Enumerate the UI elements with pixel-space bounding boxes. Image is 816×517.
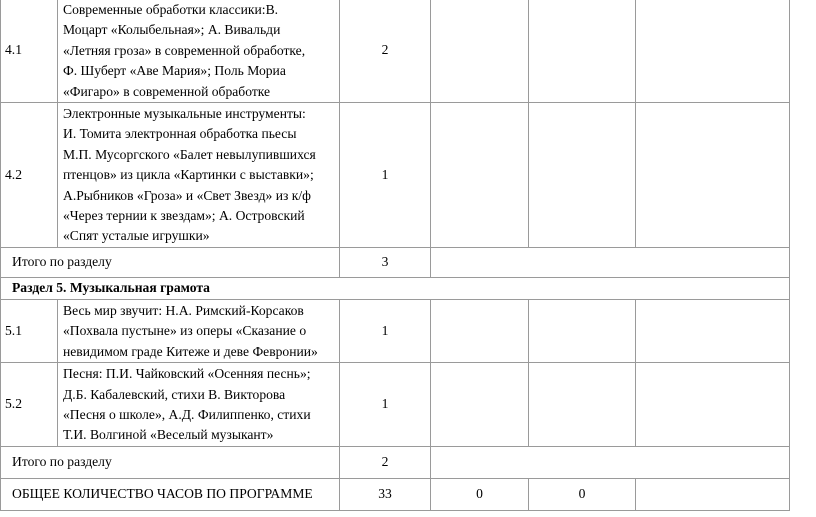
empty-cell [431,363,529,447]
topic-cell [58,363,340,447]
empty-cell [636,299,790,362]
topic-line: Д.Б. Кабалевский, стихи В. Викторова [63,386,286,402]
topic-line: «Песня о школе», А.Д. Филиппенко, стихи [63,406,311,422]
table-row-4-1 [1,0,790,103]
topic-line: Электронные музыкальные инструменты: [63,106,306,122]
topic-line: «Летняя гроза» в современной обработке, [63,42,306,58]
grand-total-hours: 33 [340,478,431,510]
table-row-5-2 [1,363,790,447]
practical-works-hours: 0 [529,478,636,510]
hours-cell: 2 [340,0,431,103]
topic-line: Ф. Шуберт «Аве Мария»; Поль Мориа [63,63,286,79]
section-total-row [1,247,790,277]
control-works-hours: 0 [431,478,529,510]
topic-line: Т.И. Волгиной «Веселый музыкант» [63,427,274,443]
total-label: Итого по разделу [1,446,340,478]
topic-line: птенцов» из цикла «Картинки с выставки»; [63,167,314,183]
total-hours: 3 [340,247,431,277]
empty-cell [431,446,790,478]
empty-cell [431,103,529,248]
row-number: 5.2 [1,363,58,447]
empty-cell [529,0,636,103]
empty-cell [431,299,529,362]
row-number: 4.2 [1,103,58,248]
total-hours: 2 [340,446,431,478]
empty-cell [529,103,636,248]
section-total-row [1,446,790,478]
table-row-5-1 [1,299,790,362]
topic-line: И. Томита электронная обработка пьесы [63,126,297,142]
empty-cell [636,363,790,447]
empty-cell [431,0,529,103]
empty-cell [636,0,790,103]
table-row-4-2 [1,103,790,248]
topic-line: Песня: П.И. Чайковский «Осенняя песнь»; [63,366,311,382]
topic-cell [58,299,340,362]
empty-cell [431,247,790,277]
empty-cell [529,363,636,447]
empty-cell [529,299,636,362]
total-label: Итого по разделу [1,247,340,277]
topic-cell [58,0,340,103]
topic-line: Весь мир звучит: Н.А. Римский-Корсаков [63,302,304,318]
hours-cell: 1 [340,363,431,447]
topic-line: М.П. Мусоргского «Балет невылупившихся [63,146,316,162]
topic-line: «Через тернии к звездам»; А. Островский [63,208,305,224]
topic-line: невидимом граде Китеже и деве Февронии» [63,343,318,359]
section-header-row [1,277,790,299]
topic-line: «Фигаро» в современной обработке [63,83,271,99]
hours-cell: 1 [340,299,431,362]
topic-cell [58,103,340,248]
grand-total-row [1,478,790,510]
row-number: 4.1 [1,0,58,103]
empty-cell [636,478,790,510]
topic-line: Моцарт «Колыбельная»; А. Вивальди [63,22,281,38]
topic-line: Современные обработки классики:В. [63,2,279,17]
section-title: Раздел 5. Музыкальная грамота [1,277,790,299]
topic-line: «Спят усталые игрушки» [63,228,210,244]
topic-line: А.Рыбников «Гроза» и «Свет Звезд» из к/ф [63,187,311,203]
topic-line: «Похвала пустыне» из оперы «Сказание о [63,323,307,339]
empty-cell [636,103,790,248]
grand-total-label: ОБЩЕЕ КОЛИЧЕСТВО ЧАСОВ ПО ПРОГРАММЕ [1,478,340,510]
row-number: 5.1 [1,299,58,362]
hours-cell: 1 [340,103,431,248]
